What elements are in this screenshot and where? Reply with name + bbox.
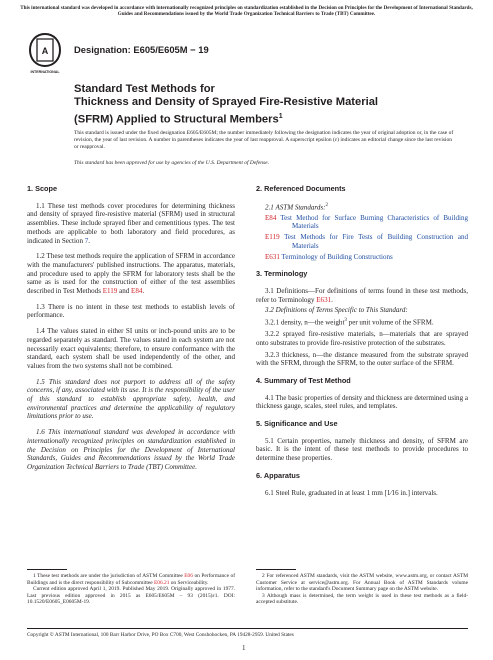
footnote-1-edition: Current edition approved April 1, 2019. Published May 2019. Originally approved in 1977. Last previous edition approved in 2015 as E605/E605M – 93 (2015)ε1. DOI: 10.1520/E0605_E0605M-19. <box>27 586 235 606</box>
e84-link[interactable]: E84 <box>131 287 143 296</box>
e06-link[interactable]: E06 <box>184 573 193 579</box>
footnote-2: 2 For referenced ASTM standards, visit the ASTM website, www.astm.org, or contact ASTM Customer Service at service@astm.org. For Annual Book of ASTM Standards volume information, refer to the standard's Document Summary page on the ASTM website. <box>256 573 468 593</box>
reference-item-e119[interactable]: E119 Test Methods for Fire Tests of Building Construction and Materials <box>265 233 469 250</box>
title-footnote-mark: 1 <box>278 112 283 120</box>
international-standard-notice: This international standard was developed in accordance with internationally recognized principles on standardization established in the Decision on Principles for the Development of International Standards, Guides and Recommendations issued by the World Trade Organization Technical Barriers to Trade (TBT) Committee. <box>20 5 473 18</box>
footnote-3: 3 Although mass is determined, the term weight is used in these test methods as a field-accepted substitute. <box>256 592 468 606</box>
paragraph-4-1: 4.1 The basic properties of density and thickness are determined using a thickness gauge, scales, steel rules, and templates. <box>256 393 468 411</box>
document-title <box>74 83 434 127</box>
e119-link[interactable]: E119 <box>102 287 118 296</box>
paragraph-1-5: 1.5 This standard does not purport to address all of the safety concerns, if any, associated with its use. It is the responsibility of the user of this standard to establish appropriate safety, health, and environmental practices and determine the applicability of regulatory limitations prior to use. <box>27 377 235 421</box>
reference-list <box>256 214 468 262</box>
paragraph-5-1: 5.1 Certain properties, namely thickness and density, of SFRM are basic. It is the intent of these test methods to provide procedures to determine these properties. <box>256 436 468 463</box>
footnote-divider-right <box>256 569 296 570</box>
title-line-1: Standard Test Methods for <box>74 83 215 95</box>
footnotes-left <box>27 573 235 606</box>
reference-item-e631[interactable]: E631 Terminology of Building Constructions <box>265 252 393 261</box>
paragraph-1-2: 1.2 These test methods require the application of SFRM in accordance with the manufacturers' published instructions. The apparatus, materials, and procedure used to apply the SFRM for laboratory tests shall be the same as is used for the construction of either of the test assemblies described in Test Methods E119 and E84. <box>27 252 235 296</box>
paragraph-6-1: 6.1 Steel Rule, graduated in at least 1 mm [1⁄16 in.] intervals. <box>265 488 438 497</box>
paragraph-1-6: 1.6 This international standard was developed in accordance with internationally recognized principles on standardization established in the Decision on Principles for the Development of International Standards, Guides and Recommendations issued by the World Trade Organization Technical Barriers to Trade (TBT) Committee. <box>27 428 235 471</box>
approved-note: This standard has been approved for use by agencies of the U.S. Department of Defense. <box>74 160 269 166</box>
section-heading-apparatus: 6. Apparatus <box>256 470 300 480</box>
paragraph-3-2-2: 3.2.2 sprayed fire-resistive materials, n—materials that are sprayed onto substrates to provide fire-resistive protection of the substrates. <box>256 330 468 347</box>
left-column <box>27 185 235 479</box>
e06-21-link[interactable]: E06.21 <box>153 579 170 586</box>
footer-divider <box>27 628 468 629</box>
copyright-notice: Copyright © ASTM International, 100 Barr Harbor Drive, PO Box C700, West Conshohocken, PA 19428-2959. United States <box>27 632 294 638</box>
reference-item-e84[interactable]: E84 Test Method for Surface Burning Characteristics of Building Materials <box>265 213 468 231</box>
section-heading-summary: 4. Summary of Test Method <box>256 375 351 385</box>
paragraph-3-2-1: 3.2.1 density, n—the weight$^3$ per unit volume of the SFRM. <box>265 318 434 327</box>
paragraph-3-2-3: 3.2.3 thickness, n—the distance measured from the substrate sprayed with the SFRM, through the SFRM, to the outer surface of the SFRM. <box>256 350 468 368</box>
astm-standards-subheading: 2.1 ASTM Standards:$^2$ <box>265 202 328 212</box>
svg-text:A: A <box>41 46 49 56</box>
paragraph-1-1: 1.1 These test methods cover procedures for determining thickness and density of sprayed fire-resistive material (SFRM) used in structural assemblies. These include sprayed fiber and cementitious types. The test methods are applicable to both laboratory and field procedures, as indicated in Section 7. <box>27 201 235 245</box>
section-heading-terminology: 3. Terminology <box>256 269 308 279</box>
footnote-1: 1 These test methods are under the jurisdiction of ASTM Committee E06 on Performance of Buildings and is the direct responsibility of Subcommittee E06.21 on Serviceability. <box>27 573 235 586</box>
paragraph-1-3: 1.3 There is no intent in these test methods to establish levels of performance. <box>27 302 235 320</box>
paragraph-3-1: 3.1 Definitions—For definitions of terms found in these test methods, refer to Terminology E631. <box>256 286 468 304</box>
astm-logo <box>28 33 62 75</box>
footnote-divider-left <box>27 569 67 570</box>
footnotes-right <box>256 573 468 606</box>
section-heading-scope: 1. Scope <box>27 184 58 193</box>
right-column <box>256 185 468 504</box>
svg-text:INTERNATIONAL: INTERNATIONAL <box>30 70 60 74</box>
issued-note: This standard is issued under the fixed designation E605/E605M; the number immediately following the designation indicates the year of original adoption or, in the case of revision, the year of last revision. A number in parentheses indicates the year of last reapproval. A superscript epsilon (ε) indicates an editorial change since the last revision or reapproval. <box>74 130 454 150</box>
section-7-link[interactable]: 7 <box>84 236 89 245</box>
paragraph-1-4: 1.4 The values stated in either SI units or inch-pound units are to be regarded separately as standard. The values stated in each system are not necessarily exact equivalents; therefore, to ensure conformance with the standard, each system shall be used independently of the other, and values from the two systems shall not be combined. <box>27 327 235 370</box>
section-heading-referenced-documents: 2. Referenced Documents <box>256 184 346 193</box>
e631-link[interactable]: E631 <box>316 295 332 304</box>
designation: Designation: E605/E605M − 19 <box>74 44 209 55</box>
title-line-3: (SFRM) Applied to Structural Members$^1$ <box>74 112 283 126</box>
paragraph-3-2: 3.2 Definitions of Terms Specific to This Standard: <box>265 306 408 315</box>
page-number: 1 <box>242 644 246 652</box>
section-heading-significance: 5. Significance and Use <box>256 419 338 429</box>
title-line-2: Thickness and Density of Sprayed Fire-Resistive Material <box>74 96 379 109</box>
